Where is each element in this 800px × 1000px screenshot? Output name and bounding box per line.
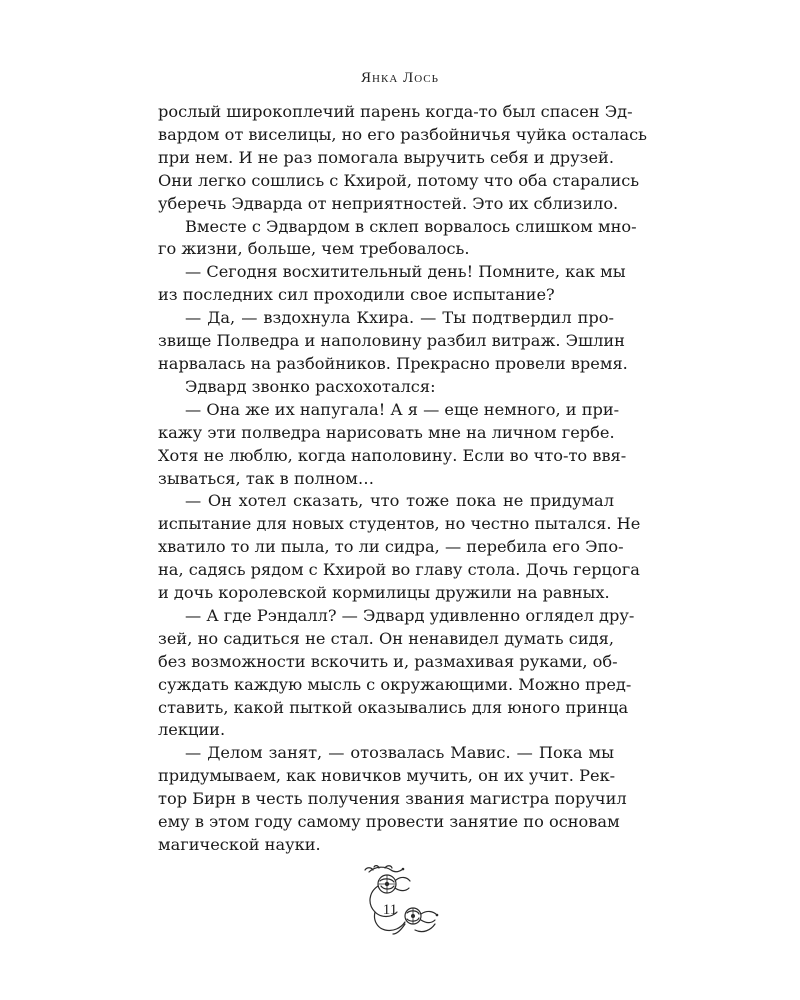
text-line: — Сегодня восхитительный день! Помните, как мы [185, 262, 626, 282]
text-line: го жизни, больше, чем требовалось. [158, 239, 470, 259]
text-line: магической науки. [158, 835, 321, 854]
text-line: — Он хотел сказать, что тоже пока не придумал [185, 491, 614, 511]
text-line: суждать каждую мысль с окружающими. Можно пред- [158, 674, 632, 694]
text-line: лекции. [158, 720, 226, 740]
text-line: зываться, так в полном… [158, 468, 375, 488]
page-number: 11 [382, 902, 398, 918]
text-line: — Делом занят, — отозвалась Мавис. — Пока мы [185, 743, 614, 763]
text-line: тор Бирн в честь получения звания магистра поручил [158, 789, 627, 809]
body-text [158, 101, 647, 857]
text-line: рослый широкоплечий парень когда-то был спасен Эд- [158, 102, 633, 121]
text-line: — Да, — вздохнула Кхира. — Ты подтвердил про- [185, 308, 614, 328]
text-line: Хотя не люблю, когда наполовину. Если во что-то ввя- [158, 445, 627, 465]
text-line: хватило то ли пыла, то ли сидра, — перебила его Эпо- [158, 537, 624, 557]
text-line: испытание для новых студентов, но честно пытался. Не [158, 514, 641, 534]
text-line: — А где Рэндалл? — Эдвард удивленно оглядел дру- [185, 605, 635, 625]
text-line: и дочь королевской кормилицы дружили на равных. [158, 583, 610, 603]
text-line: придумываем, как новичков мучить, он их учит. Рек- [158, 766, 616, 786]
text-line: нарвалась на разбойников. Прекрасно провели время. [158, 353, 628, 373]
text-line: без возможности вскочить и, размахивая руками, об- [158, 651, 618, 671]
text-line: из последних сил проходили свое испытание? [158, 285, 555, 305]
text-line: ему в этом году самому провести занятие по основам [158, 812, 620, 832]
text-line: Они легко сошлись с Кхирой, потому что оба старались [158, 170, 640, 190]
text-line: уберечь Эдварда от неприятностей. Это их сблизило. [158, 193, 619, 213]
text-line: звище Полведра и наполовину разбил витраж. Эшлин [158, 331, 625, 351]
text-line: — Она же их напугала! А я — еще немного, и при- [185, 399, 620, 419]
running-head-title: Янка Лось [361, 70, 439, 86]
text-line: вардом от виселицы, но его разбойничья чуйка осталась [158, 124, 647, 144]
text-line: ставить, какой пыткой оказывались для юного принца [158, 697, 629, 717]
text-line: на, садясь рядом с Кхирой во главу стола. Дочь герцога [158, 560, 640, 580]
text-line: Эдвард звонко расхохотался: [185, 376, 436, 396]
text-line: при нем. И не раз помогала выручить себя и друзей. [158, 147, 614, 167]
text-line: кажу эти полведра нарисовать мне на личном гербе. [158, 422, 615, 442]
text-line: зей, но садиться не стал. Он ненавидел думать сидя, [158, 628, 614, 648]
text-line: Вместе с Эдвардом в склеп ворвалось слишком мно- [185, 216, 637, 236]
